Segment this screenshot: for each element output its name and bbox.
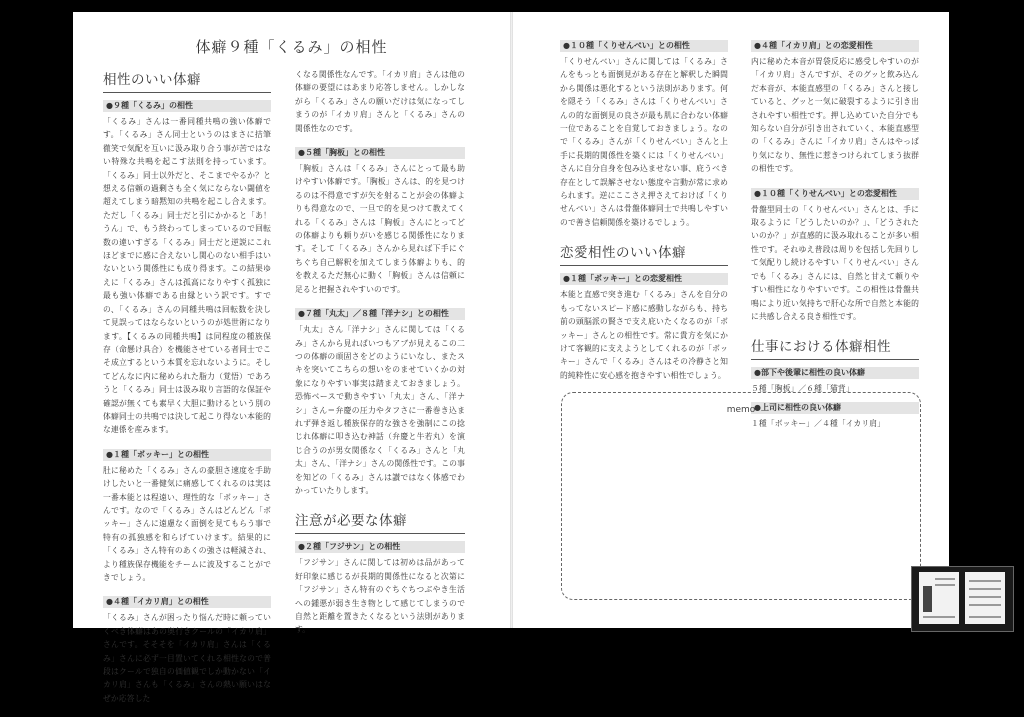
- paragraph: １種「ボッキー」／４種「イカリ肩」: [751, 418, 886, 428]
- section-heading-good-match: 相性のいい体癖: [103, 68, 271, 93]
- section-block: [751, 40, 919, 176]
- section-block: [295, 308, 465, 497]
- paragraph: ５種「胸板」／６種「猫背」: [751, 384, 854, 394]
- memo-box: [561, 392, 921, 600]
- section-block: [295, 541, 465, 636]
- subheading: ●４種「イカリ肩」との相性: [103, 596, 271, 608]
- subheading: ●上司に相性の良い体癖: [751, 402, 919, 414]
- thumbnail-line: [969, 604, 1001, 606]
- section-block: [103, 100, 271, 437]
- paragraph: 「丸太」さん「洋ナシ」さんに関しては「くるみ」さんから見ればいつもアブが見えるこの二つの体癖の頑固さをどのようにいなし、またスキを突いてこちらの想いをのませていくかの対象になりやすい事実は踏まえておきましょう。恐怖ベースで動きやすい「丸太」さん、「洋ナシ」さん＝弁慶の圧力やタフさに一番巻き込まれず弾き返し種族保存的な強さを強制にこの捻じれ体癖に叩き込む神話（弁慶と牛若丸）を演じ合うのが男女関係なく「くるみ」さんと「丸太」さん、「洋ナシ」さんの関係性です。この事を知どの「くるみ」さんは讃ではなく体感でわかっていたりします。: [295, 325, 465, 495]
- thumbnail-line: [969, 580, 1001, 582]
- left-column-2: [295, 68, 465, 649]
- subheading: ●１０種「くりせんべい」との恋愛相性: [751, 188, 919, 200]
- left-column-1: [103, 68, 271, 717]
- page-title: 体癖９種「くるみ」の相性: [195, 38, 388, 56]
- section-block: [103, 596, 271, 705]
- section-block: [295, 147, 465, 296]
- section-block: [295, 68, 465, 135]
- paragraph: 骨盤型同士の「くりせんべい」さんとは、手に取るように「どうしたいのか？」、「どうされたいのか？」が直感的に汲み取れることが多い相性です。それゆえ普段は周りを包括し先回りして気配りし続けるやすい「くりせんべい」さんでも「くるみ」さんには、自然と甘えて頼りやすい相性になりやすいです。この相性は骨盤共鳴により近い気持ちで肝心な所で自然と本能的に共感し合える良き相性です。: [751, 204, 919, 321]
- section-block: [751, 188, 919, 324]
- subheading: ●１種「ボッキー」との恋愛相性: [560, 273, 728, 285]
- thumbnail-figure: [923, 586, 932, 612]
- thumbnail-line: [935, 584, 955, 586]
- thumbnail-line: [969, 588, 1001, 590]
- thumbnail-left-page: [919, 572, 959, 624]
- section-block: [560, 40, 728, 229]
- thumbnail-line: [923, 616, 955, 618]
- page-thumbnail[interactable]: [911, 566, 1014, 632]
- thumbnail-line: [935, 578, 955, 580]
- subheading: ●４種「イカリ肩」との恋愛相性: [751, 40, 919, 52]
- right-column-2: [751, 40, 919, 442]
- subheading: ●５種「胸板」との相性: [295, 147, 465, 159]
- left-page: [73, 12, 510, 703]
- subheading: ●１０種「くりせんべい」との相性: [560, 40, 728, 52]
- thumbnail-line: [969, 616, 1001, 618]
- paragraph: くなる関係性なんです。「イカリ肩」さんは他の体癖の要望にはあまり応答しません。しかしながら「くるみ」さんの願いだけは気になってしまうのが「イカリ肩」さんと「くるみ」さんの関係性なのです。: [295, 70, 465, 133]
- subheading: ●７種「丸太」／８種「洋ナシ」との相性: [295, 308, 465, 320]
- paragraph: 本能と直感で突き進む「くるみ」さんを自分のもってないスピード感に感動しながらも、持ち前の頭脳派の賢さで支え庇いたくなるのが「ボッキー」さんとの相性です。常に貴方を気にかけて客観的に支えようとしてくれるのが「ボッキー」さんで「くるみ」さんはその冷静さと知的純粋性に安心感を抱きやすい相性でしょう。: [560, 290, 728, 380]
- paragraph: 「フジサン」さんに関しては初めは品があって好印象に感じるが長期的関係性になると次第に「フジサン」さん特有のぐちぐちつぶやき生活への鍾悪が弱き生き物として感じてしまうので自然と距離を置きたくなるという法則があります。: [295, 558, 465, 635]
- thumbnail-right-page: [965, 572, 1005, 624]
- paragraph: 「くるみ」さんが困ったり悩んだ時に頼っていくべき体癖はあの奥行きクールの「イカリ肩」さんです。そそそを「イカリ肩」さんは「くるみ」さんに必ず一目置いてくれる相性なので普段はクールで独自の価値観でしか動かない「イカリ肩」さんも「くるみ」さんの熱い願いはなぜか応答した: [103, 613, 271, 703]
- section-heading-work: 仕事における体癖相性: [751, 335, 919, 360]
- subheading: ●部下や後輩に相性の良い体癖: [751, 367, 919, 379]
- paragraph: 内に秘めた本音が胃袋反応に感受しやすいのが「イカリ肩」さんですが、そのグッと飲み込んだ本音が、本能直感型の「くるみ」さんと接していると、グッと一気に破裂するように引き出されやすい相性です。押し込めていた自分でも知らない自分が引き出されていく、本能直感型の「くるみ」さんに「イカリ肩」さんはやっぱり気になり、無性に惹きつけられてしまう抜群の相性です。: [751, 57, 919, 174]
- paragraph: 「くりせんべい」さんに関しては「くるみ」さんをもっとも面倒見がある存在と解釈した瞬間から関係は悪化するという法則があります。何を隠そう「くるみ」さんは「くりせんべい」さんの的な面倒見の良さが最も肌に合わない体癖一位であることを自覚しておきましょう。なので「くるみ」さんが「くりせんべい」さんと上手に長期的関係性を築くには「くりせんべい」さんに自分自身を包み込ませない事、庇うべき存在として誤解させない態度や言動が常に求められます。逆にここさえ押さえておけば「くりせんべい」さんは骨盤体癖同士で共鳴しやすいので善き信頼関係を築けるでしょう。: [560, 57, 728, 227]
- section-heading-caution: 注意が必要な体癖: [295, 509, 465, 534]
- section-block: [560, 273, 728, 382]
- paragraph: 「くるみ」さんは一番同種共鳴の強い体癖です。「くるみ」さん同士というのはまさに拮筆徹笑で気配を互いに汲み取り合う事が苦ではない特殊な共鳴を起こす法則を持っています。「くるみ」同士以外だと、そこまでやるか？と想える信頼の過剰さも全く気にならない閾値を超えてしまう暗黙知の共鳴を起こし合えます。ただし「くるみ」同士だと引にかかると「あ！うん」で、もう終わってしまっているので回転数の違いすぎる「くるみ」同士だと逆説にこれほどまでに感に合えないし関心のない相手はいないという関係性にも成り得ます。この結果ゆえに「くるみ」さんは孤高になりやすく孤独に最も強い体癖である由縁という訳です。すでの、「くるみ」さんの同種共鳴は回転数を決して見誤ってはならないというのが処世術になります。【くるみの同種共鳴】は同程度の種族保存（命懸け具合）を機能させている者同士でこそ成立するという本質を忘れないように。そしてどんなに内に秘められた脂力（覚悟）であろうと「くるみ」同士は汲み取り言語的な保証や確認が無くても素早く大胆に動けるという別の体癖同士の共鳴では決して起こり得ない本能的な連係を産みます。: [103, 117, 271, 435]
- right-column-1: [560, 40, 728, 394]
- thumbnail-line: [969, 596, 1001, 598]
- section-heading-love: 恋愛相性のいい体癖: [560, 241, 728, 266]
- paragraph: 「胸板」さんは「くるみ」さんにとって最も助けやすい体癖です。「胸板」さんは、的を見つけるのは不得意ですが矢を射ることが会の体癖よりも得意なので、一旦で的を見つけて教えてくれる「くるみ」さんは「胸板」さんにとってどの体癖よりも頼りがいを感じる関係性になります。そして「くるみ」さんから見れば下手にぐちぐち自己解釈を加えてしまう体癖よりも、的を教えるただ無心に動く「胸板」さんは信頼に足ると把握されやすいのです。: [295, 164, 465, 294]
- right-page: [513, 12, 949, 628]
- paragraph: 肚に秘めた「くるみ」さんの豪胆さ速度を手助けしたいと一番健気に痛感してくれるのは実は一番本能とは程遠い、理性的な「ボッキー」さんです。なので「くるみ」さんはどんどん「ボッキー」さんに遠慮なく面倒を見てもらう事で特有の孤独感を和らげていけます。結果的に「くるみ」さん特有のあくの強さは軽減され、より種族保存機能をチームに波及することができでしょう。: [103, 465, 271, 582]
- memo-label: memo: [726, 405, 756, 415]
- subheading: ●１種「ボッキー」との相性: [103, 449, 271, 461]
- subheading: ●２種「フジサン」との相性: [295, 541, 465, 553]
- subheading: ●９種「くるみ」の相性: [103, 100, 271, 112]
- section-block: [103, 449, 271, 585]
